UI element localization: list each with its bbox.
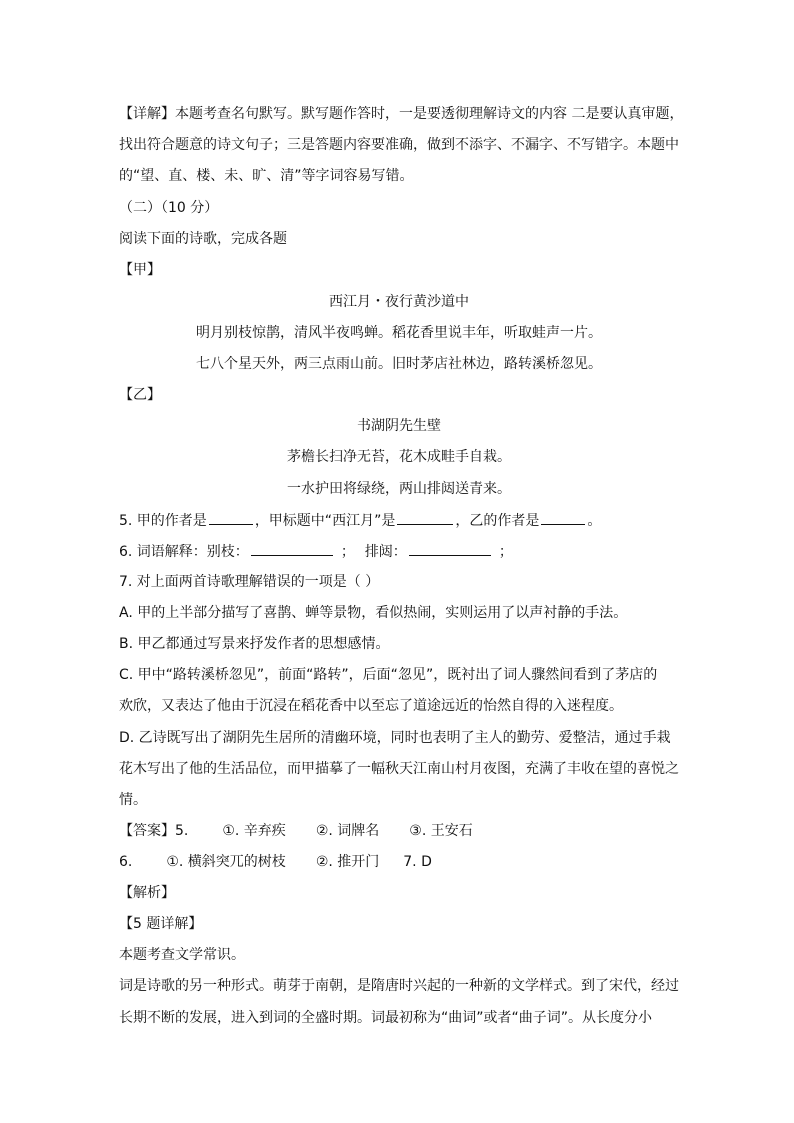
- q5-text-a: 5. 甲的作者是: [119, 513, 207, 529]
- q6-text-c: 排闼：: [364, 544, 407, 560]
- answer-7: 7. D: [403, 854, 432, 870]
- option-d-line-1: D. 乙诗既写出了湖阴先生居所的清幽环境，同时也表明了主人的勤劳、爱整洁，通过手栽: [119, 730, 671, 746]
- question-7: 7. 对上面两首诗歌理解错误的一项是（ ）: [119, 574, 380, 590]
- option-b: B. 甲乙都通过写景来抒发作者的思想感情。: [119, 636, 390, 652]
- answer-row-2: [119, 852, 679, 872]
- q6-blank-1[interactable]: [251, 541, 333, 556]
- analysis-sub: 【5 题详解】: [119, 916, 203, 932]
- poem-a-title: 西江月・夜行黄沙道中: [329, 294, 469, 310]
- poem-a-label: 【甲】: [119, 262, 161, 278]
- answer-6-1: ①. 横斜突兀的树枝: [166, 854, 286, 870]
- option-d-line-3: 情。: [119, 792, 147, 808]
- q5-text-d: 。: [587, 513, 602, 529]
- question-5: [119, 510, 679, 531]
- q6-text-d: ；: [498, 544, 513, 560]
- poem-a-line-1: 明月别枝惊鹊，清风半夜鸣蝉。稻花香里说丰年，听取蛙声一片。: [196, 325, 602, 341]
- q6-blank-2[interactable]: [409, 541, 491, 556]
- answer-5-1: ①. 辛弃疾: [222, 823, 286, 839]
- detail-line-2: 找出符合题意的诗文句子；三是答题内容要准确，做到不添字、不漏字、不写错字。本题中: [119, 137, 679, 153]
- q5-blank-2[interactable]: [397, 510, 453, 525]
- answer-6-2: ②. 推开门: [315, 854, 380, 870]
- analysis-p1: 本题考查文学常识。: [119, 947, 245, 963]
- question-6: [119, 541, 679, 562]
- option-a: A. 甲的上半部分描写了喜鹊、蝉等景物，看似热闹，实则运用了以声衬静的手法。: [119, 605, 628, 621]
- q5-blank-1[interactable]: [209, 510, 253, 525]
- detail-line-1: 【详解】本题考查名句默写。默写题作答时，一是要透彻理解诗文的内容 二是要认真审题，: [119, 106, 684, 122]
- option-c-line-2: 欢欣，又表达了他由于沉浸在稻花香中以至忘了道途远近的怡然自得的入迷程度。: [119, 698, 623, 714]
- analysis-p2: 词是诗歌的另一种形式。萌芽于南朝，是隋唐时兴起的一种新的文学样式。到了宋代，经过: [119, 978, 679, 994]
- answer-row-1: [119, 821, 679, 841]
- answer-6-num: 6.: [119, 854, 133, 870]
- q5-blank-3[interactable]: [541, 510, 585, 525]
- analysis-p3: 长期不断的发展，进入到词的全盛时期。词最初称为“曲词”或者“曲子词”。从长度分小: [119, 1010, 653, 1026]
- q5-text-c: ，乙的作者是: [455, 513, 540, 529]
- answer-5-3: ③. 王安石: [409, 823, 473, 839]
- detail-line-3: 的“望、直、楼、未、旷、清”等字词容易写错。: [119, 168, 414, 184]
- poem-b-line-1: 茅檐长扫净无苔，花木成畦手自栽。: [287, 449, 511, 465]
- poem-b-title: 书湖阴先生壁: [357, 418, 441, 434]
- poem-b-label: 【乙】: [119, 387, 161, 403]
- analysis-label: 【解析】: [119, 885, 175, 901]
- answer-5-2: ②. 词牌名: [315, 823, 380, 839]
- poem-b-line-2: 一水护田将绿绕，两山排闼送青来。: [287, 481, 511, 497]
- answer-label: 【答案】5.: [119, 823, 189, 839]
- q5-text-b: ，甲标题中“西江月”是: [254, 513, 396, 529]
- q6-text-a: 6. 词语解释：别枝：: [119, 544, 249, 560]
- option-d-line-2: 花木写出了他的生活品位，而甲描摹了一幅秋天江南山村月夜图，充满了丰收在望的喜悦之: [119, 761, 679, 777]
- option-c-line-1: C. 甲中“路转溪桥忽见”，前面“路转”，后面“忽见”，既衬出了词人骤然间看到了茅店的: [119, 667, 658, 683]
- section-instruction: 阅读下面的诗歌，完成各题: [119, 231, 287, 247]
- poem-a-line-2: 七八个星天外，两三点雨山前。旧时茅店社林边，路转溪桥忽见。: [196, 356, 602, 372]
- section-heading: （二）（10 分）: [119, 200, 219, 216]
- q6-text-b: ；: [340, 544, 355, 560]
